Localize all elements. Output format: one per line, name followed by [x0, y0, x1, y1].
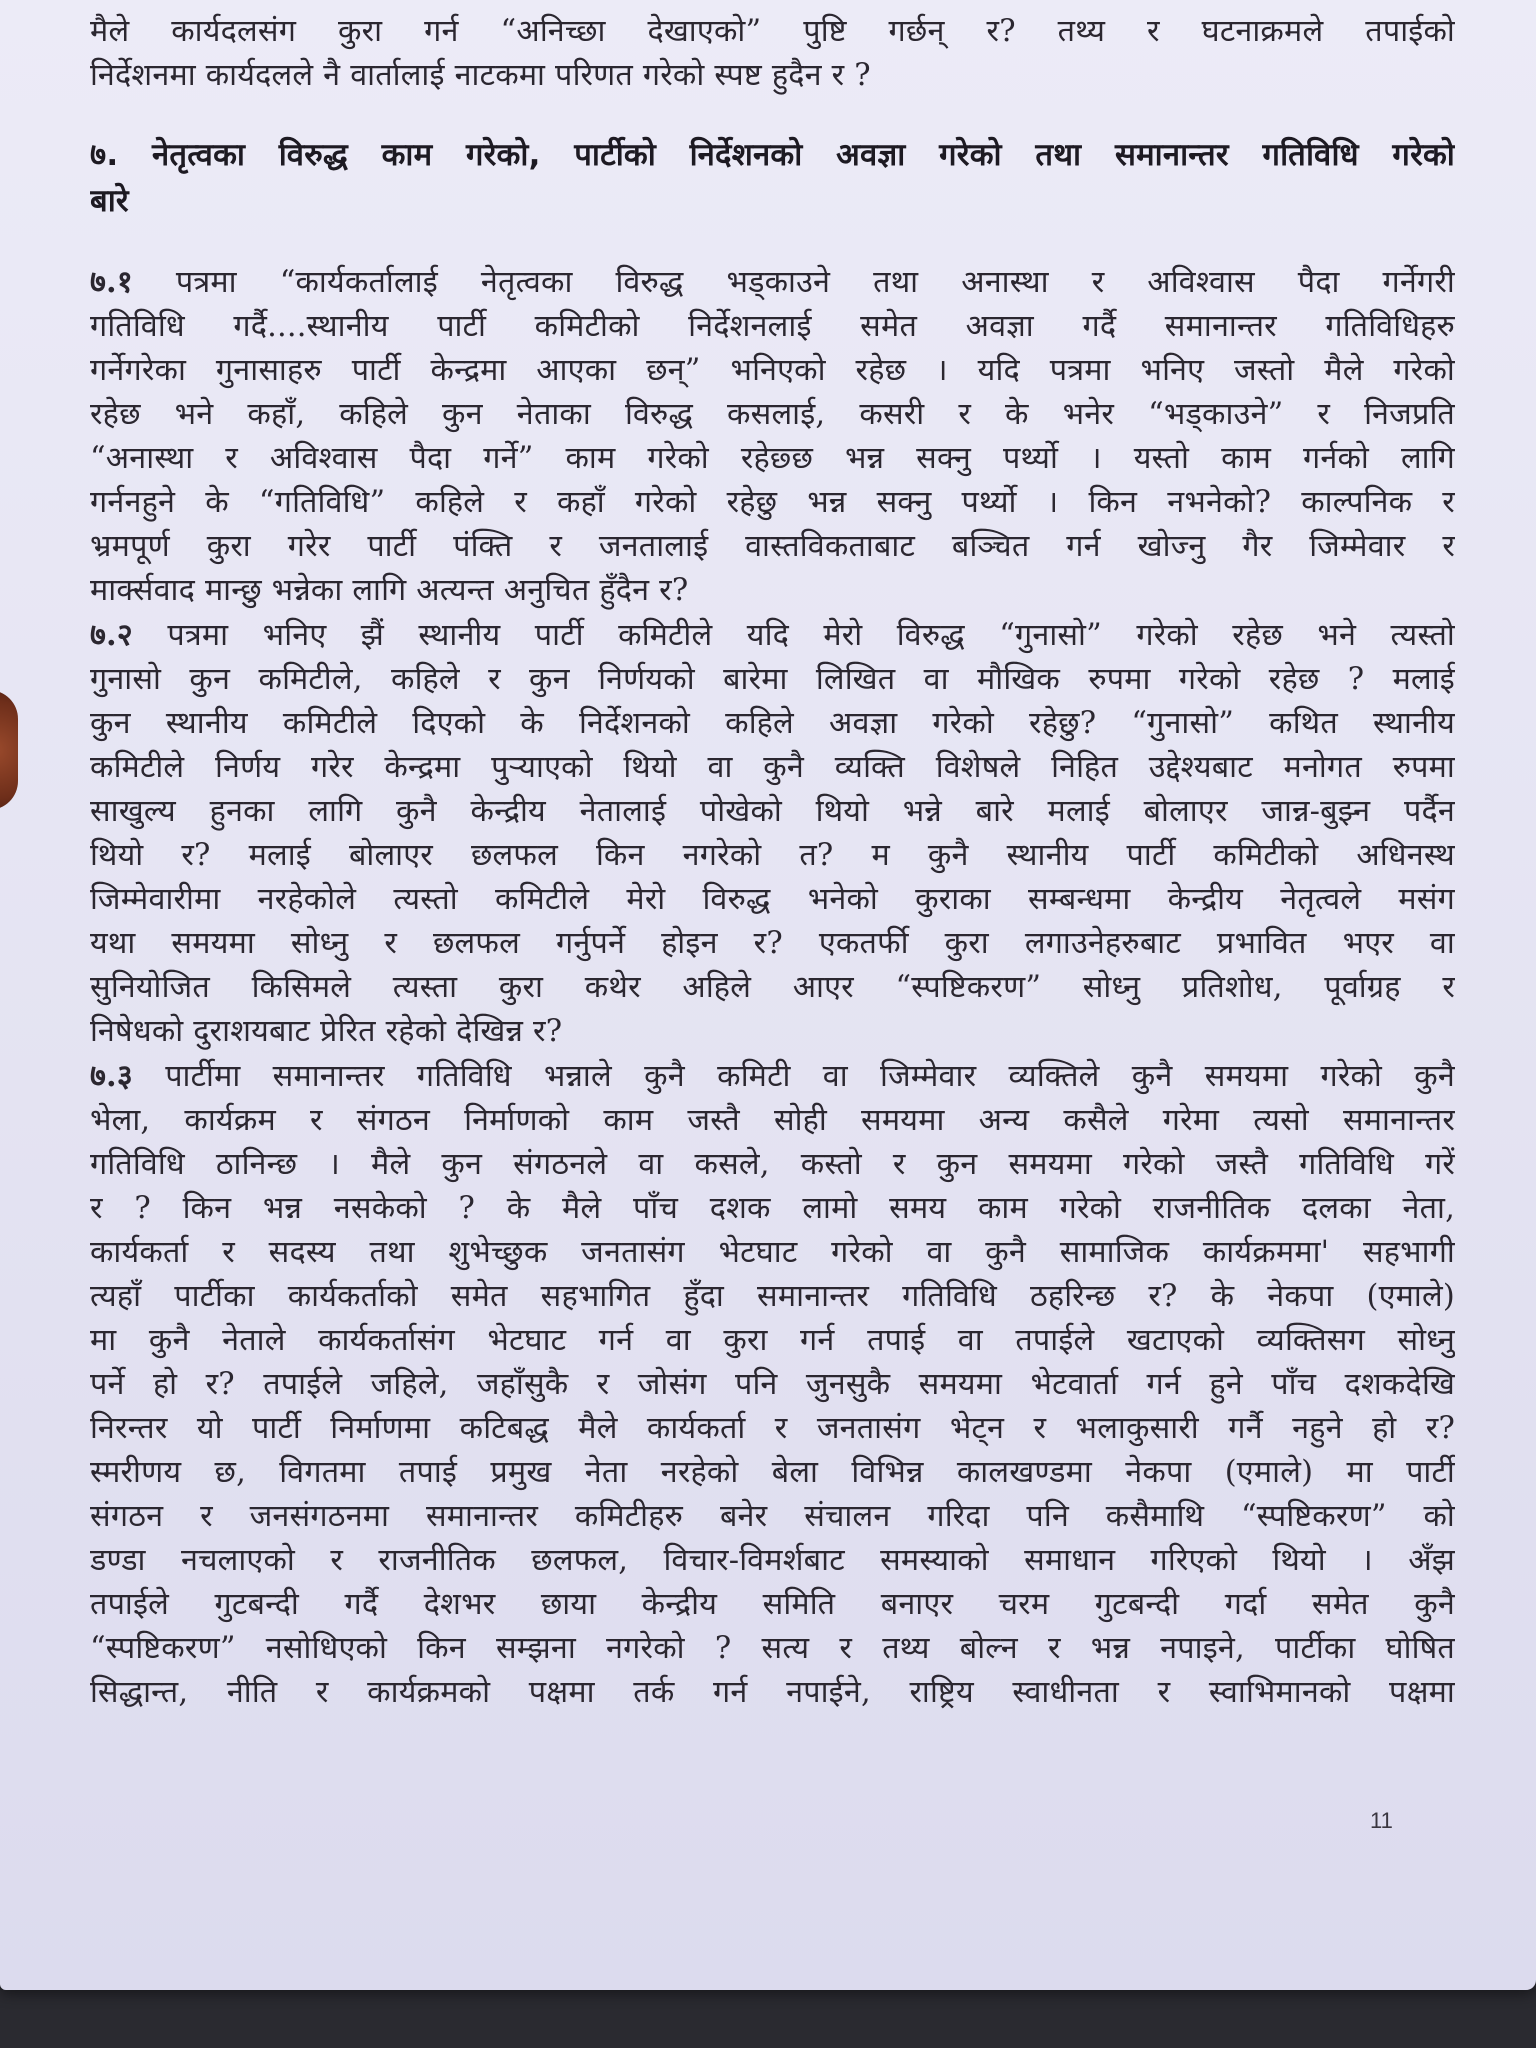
- text-line: यथा समयमा सोध्नु र छलफल गर्नुपर्ने होइन र? एकतर्फी कुरा लगाउनेहरुबाट प्रभावित भएर वा: [90, 926, 1455, 961]
- line-content: पार्टीमा समानान्तर गतिविधि भन्नाले कुनै कमिटी वा जिम्मेवार व्यक्तिले कुनै समयमा गरेको कुनै: [165, 1059, 1455, 1094]
- text-line: र ? किन भन्न नसकेको ? के मैले पाँच दशक लामो समय काम गरेको राजनीतिक दलका नेता,: [90, 1191, 1455, 1226]
- text-line: गर्ननहुने के “गतिविधि” कहिले र कहाँ गरेको रहेछु भन्न सक्नु पर्थ्यो । किन नभनेको? काल्पनिक र: [90, 485, 1455, 520]
- section-heading: [90, 132, 1455, 224]
- page-number: 11: [1370, 1808, 1393, 1833]
- text-line: सिद्धान्त, नीति र कार्यक्रमको पक्षमा तर्क गर्न नपाईने, राष्ट्रिय स्वाधीनता र स्वाभिमानको पक्षमा: [90, 1675, 1455, 1710]
- text-line: गतिविधि गर्दै....स्थानीय पार्टी कमिटीको निर्देशनलाई समेत अवज्ञा गर्दै समानान्तर गतिविधिहरु: [90, 309, 1455, 344]
- text-line: [90, 1054, 1455, 1099]
- paragraph-number: ७.३: [90, 1058, 133, 1094]
- text-line: सुनियोजित किसिमले त्यस्ता कुरा कथेर अहिले आएर “स्पष्टिकरण” सोध्नु प्रतिशोध, पूर्वाग्रह र: [90, 970, 1455, 1005]
- text-line: निषेधको दुराशयबाट प्रेरित रहेको देखिन्न र?: [90, 1014, 563, 1049]
- text-line: साखुल्य हुनका लागि कुनै केन्द्रीय नेतालाई पोखेको थियो भन्ने बारे मलाई बोलाएर जान्न-बुझ्न पर्दैन: [90, 794, 1455, 829]
- heading-line: ७. नेतृत्वका विरुद्ध काम गरेको, पार्टीको निर्देशनको अवज्ञा गरेको तथा समानान्तर गतिविधि गरेको: [90, 137, 1455, 173]
- text-line: तपाईले गुटबन्दी गर्दै देशभर छाया केन्द्रीय समिति बनाएर चरम गुटबन्दी गर्दा समेत कुनै: [90, 1587, 1455, 1622]
- intro-paragraph: [90, 0, 1455, 98]
- text-line: जिम्मेवारीमा नरहेकोले त्यस्तो कमिटीले मेरो विरुद्ध भनेको कुराका सम्बन्धमा केन्द्रीय नेतृत्वले मसंग: [90, 882, 1455, 917]
- text-line: [90, 613, 1455, 658]
- text-line: निर्देशनमा कार्यदलले नै वार्तालाई नाटकमा परिणत गरेको स्पष्ट हुदैन र ?: [90, 58, 871, 93]
- paragraph-7-1: [90, 260, 1455, 613]
- text-line: स्मरीणय छ, विगतमा तपाई प्रमुख नेता नरहेको बेला विभिन्न कालखण्डमा नेकपा (एमाले) मा पार्टी: [90, 1455, 1455, 1490]
- text-line: “अनास्था र अविश्वास पैदा गर्ने” काम गरेको रहेछ्छ भन्न सक्नु पर्थ्यो । यस्तो काम गर्नको लागि: [90, 441, 1455, 476]
- text-line: मार्क्सवाद मान्छु भन्नेका लागि अत्यन्त अनुचित हुँदैन र?: [90, 573, 689, 608]
- text-line: रहेछ भने कहाँ, कहिले कुन नेताका विरुद्ध कसलाई, कसरी र के भनेर “भड्काउने” र निजप्रति: [90, 397, 1455, 432]
- text-line: भेला, कार्यक्रम र संगठन निर्माणको काम जस्तै सोही समयमा अन्य कसैले गरेमा त्यसो समानान्तर: [90, 1103, 1455, 1138]
- heading-line: बारे: [90, 183, 129, 219]
- text-line: कुन स्थानीय कमिटीले दिएको के निर्देशनको कहिले अवज्ञा गरेको रहेछु? “गुनासो” कथित स्थानीय: [90, 706, 1455, 741]
- text-line: कमिटीले निर्णय गरेर केन्द्रमा पुऱ्याएको थियो वा कुनै व्यक्ति विशेषले निहित उद्देश्यबाट मनोगत रुपमा: [90, 750, 1455, 785]
- text-line: गुनासो कुन कमिटीले, कहिले र कुन निर्णयको बारेमा लिखित वा मौखिक रुपमा गरेको रहेछ ? मलाई: [90, 662, 1455, 697]
- paragraph-7-3: [90, 1054, 1455, 1715]
- paragraph-7-2: [90, 613, 1455, 1054]
- paragraph-number: ७.२: [90, 617, 133, 653]
- text-line: पर्ने हो र? तपाईले जहिले, जहाँसुकै र जोसंग पनि जुनसुकै समयमा भेटवार्ता गर्न हुने पाँच दशकदेखि: [90, 1367, 1455, 1402]
- text-line: मैले कार्यदलसंग कुरा गर्न “अनिच्छा देखाएको” पुष्टि गर्छन् र? तथ्य र घटनाक्रमले तपाईको: [90, 14, 1455, 49]
- line-content: पत्रमा “कार्यकर्तालाई नेतृत्वका विरुद्ध भड्काउने तथा अनास्था र अविश्वास पैदा गर्नेगरी: [175, 265, 1455, 300]
- line-content: पत्रमा भनिए झैं स्थानीय पार्टी कमिटीले यदि मेरो विरुद्ध “गुनासो” गरेको रहेछ भने त्यस्तो: [167, 618, 1455, 653]
- thumb: [0, 690, 18, 810]
- text-line: गर्नेगरेका गुनासाहरु पार्टी केन्द्रमा आएका छन्” भनिएको रहेछ । यदि पत्रमा भनिए जस्तो मैले गरेको: [90, 353, 1455, 388]
- text-line: संगठन र जनसंगठनमा समानान्तर कमिटीहरु बनेर संचालन गरिदा पनि कसैमाथि “स्पष्टिकरण” को: [90, 1499, 1455, 1534]
- text-line: निरन्तर यो पार्टी निर्माणमा कटिबद्ध मैले कार्यकर्ता र जनतासंग भेट्न र भलाकुसारी गर्नै नहुने हो र?: [90, 1411, 1455, 1446]
- paragraph-number: ७.१: [90, 264, 133, 300]
- text-line: भ्रमपूर्ण कुरा गरेर पार्टी पंक्ति र जनतालाई वास्तविकताबाट बञ्चित गर्न खोज्नु गैर जिम्मेवार र: [90, 529, 1455, 564]
- text-line: [90, 260, 1455, 305]
- text-line: कार्यकर्ता र सदस्य तथा शुभेच्छुक जनतासंग भेटघाट गरेको वा कुनै सामाजिक कार्यक्रममा' सहभागी: [90, 1235, 1455, 1270]
- text-line: थियो र? मलाई बोलाएर छलफल किन नगरेको त? म कुनै स्थानीय पार्टी कमिटीको अधिनस्थ: [90, 838, 1455, 873]
- page-text: [90, 0, 1455, 1715]
- text-line: डण्डा नचलाएको र राजनीतिक छलफल, विचार-विमर्शबाट समस्याको समाधान गरिएको थियो । अँझ: [90, 1543, 1455, 1578]
- text-line: गतिविधि ठानिन्छ । मैले कुन संगठनले वा कसले, कस्तो र कुन समयमा गरेको जस्तै गतिविधि गरें: [90, 1147, 1455, 1182]
- text-line: “स्पष्टिकरण” नसोधिएको किन सम्झना नगरेको ? सत्य र तथ्य बोल्न र भन्न नपाइने, पार्टीका घोषित: [90, 1631, 1455, 1666]
- text-line: त्यहाँ पार्टीका कार्यकर्ताको समेत सहभागित हुँदा समानान्तर गतिविधि ठहरिन्छ र? के नेकपा (एमाले): [90, 1279, 1455, 1314]
- text-line: मा कुनै नेताले कार्यकर्तासंग भेटघाट गर्न वा कुरा गर्न तपाई वा तपाईले खटाएको व्यक्तिसग सोध्नु: [90, 1323, 1455, 1358]
